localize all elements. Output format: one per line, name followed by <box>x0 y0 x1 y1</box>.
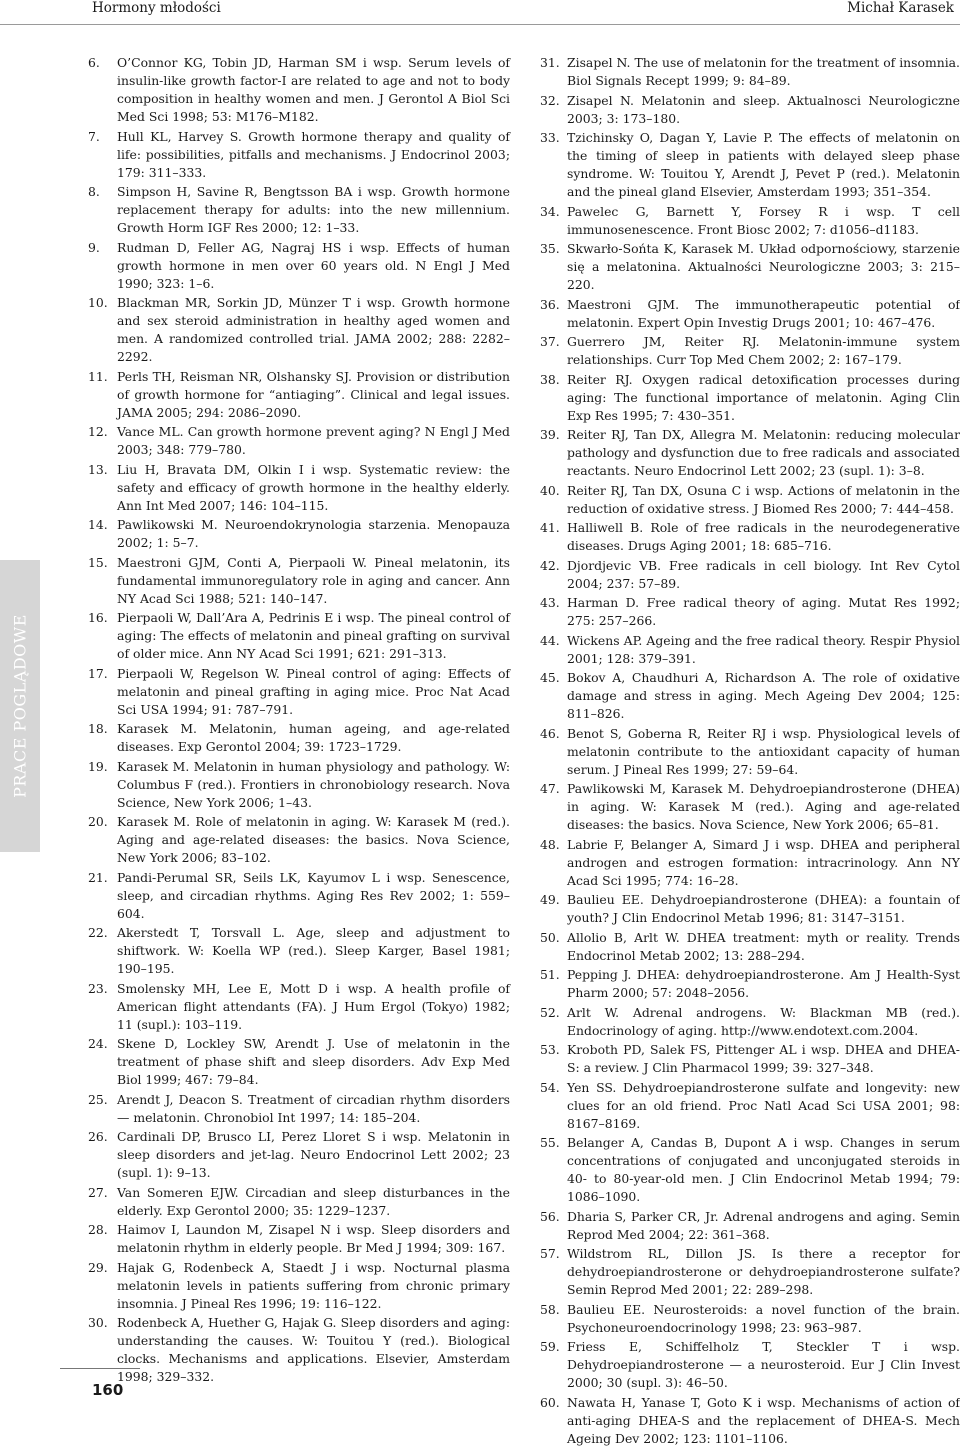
reference-number: 12. <box>88 424 108 439</box>
reference-number: 41. <box>540 520 560 535</box>
reference-item <box>88 516 510 552</box>
reference-number: 44. <box>540 632 560 648</box>
reference-item <box>540 203 960 239</box>
reference-number: 58. <box>540 1301 560 1317</box>
reference-number: 60. <box>540 1394 560 1410</box>
reference-item <box>540 1004 960 1040</box>
reference-text: Djordjevic VB. Free radicals in cell biology. Int Rev Cytol 2004; 237: 57–89. <box>567 557 960 591</box>
reference-number: 28. <box>88 1222 108 1237</box>
reference-text: Reiter RJ, Tan DX, Allegra M. Melatonin: reducing molecular pathology and dysfunction due to free radicals and associated reactants. Neuro Endocrinol Lett 2002; 23 (supl. 1): 3–8. <box>567 427 960 478</box>
reference-number: 11. <box>88 368 108 384</box>
footer-rule <box>60 1368 140 1369</box>
reference-item <box>540 1301 960 1337</box>
reference-text: Hull KL, Harvey S. Growth hormone therapy and quality of life: possibilities, pitfalls and mechanisms. J Endocrinol 2003; 179: 311–333. <box>117 128 510 180</box>
references-column-right <box>540 54 960 1449</box>
reference-number: 33. <box>540 130 560 145</box>
reference-text: Yen SS. Dehydroepiandrosterone sulfate and longevity: new clues for an old friend. Proc Natl Acad Sci USA 2001; 98: 8167–8169. <box>567 1079 960 1131</box>
reference-text: Nawata H, Yanase T, Goto K i wsp. Mechanisms of action of anti-aging DHEA-S and the replacement of DHEA-S. Mech Ageing Dev 2002; 123: 1101–1106. <box>567 1394 960 1446</box>
reference-text: Karasek M. Melatonin in human physiology and pathology. W: Columbus F (red.). Frontiers in chronobiology research. Nova Science, New York 2006; 1–43. <box>117 758 510 810</box>
reference-text: Harman D. Free radical theory of aging. Mutat Res 1992; 275: 257–266. <box>567 595 960 628</box>
reference-item <box>540 54 960 90</box>
reference-text: Benot S, Goberna R, Reiter RJ i wsp. Physiological levels of melatonin contribute to the antioxidant capacity of human serum. J Pineal Res 1999; 27: 59–64. <box>567 725 960 777</box>
reference-item <box>88 924 510 978</box>
reference-number: 6. <box>88 55 100 70</box>
reference-item <box>540 669 960 723</box>
reference-number: 9. <box>88 239 100 255</box>
reference-item <box>88 869 510 923</box>
reference-text: Baulieu EE. Neurosteroids: a novel function of the brain. Psychoneuroendocrinology 1998; 23: 963–987. <box>567 1301 960 1335</box>
reference-text: Zisapel N. Melatonin and sleep. Aktualnosci Neurologiczne 2003; 3: 173–180. <box>567 92 960 126</box>
reference-number: 54. <box>540 1079 560 1095</box>
reference-text: Zisapel N. The use of melatonin for the treatment of insomnia. Biol Signals Recept 1999; 9: 84–89. <box>567 55 960 88</box>
reference-text: Reiter RJ. Oxygen radical detoxification processes during aging: The functional importance of melatonin. Aging Clin Exp Res 1995; 7: 430–351. <box>567 371 960 423</box>
reference-item <box>540 296 960 332</box>
header-author: Michał Karasek <box>847 0 954 16</box>
reference-item <box>540 891 960 927</box>
reference-item <box>540 1245 960 1299</box>
reference-item <box>88 1184 510 1220</box>
reference-number: 32. <box>540 92 560 108</box>
reference-item <box>540 966 960 1002</box>
reference-text: Wickens AP. Ageing and the free radical theory. Respir Physiol 2001; 128: 379–391. <box>567 632 960 666</box>
reference-item <box>88 183 510 237</box>
reference-number: 20. <box>88 814 108 829</box>
reference-item <box>540 1208 960 1244</box>
reference-number: 21. <box>88 869 108 885</box>
reference-text: Reiter RJ, Tan DX, Osuna C i wsp. Actions of melatonin in the reduction of oxidative stress. J Biomed Res 2000; 7: 444–458. <box>567 482 960 516</box>
reference-number: 46. <box>540 725 560 741</box>
reference-number: 23. <box>88 980 108 996</box>
reference-item <box>88 54 510 126</box>
reference-item <box>88 1128 510 1182</box>
reference-text: Skwarło-Sońta K, Karasek M. Układ odpornościowy, starzenie się a melatonina. Aktualności Neurologiczne 2003; 3: 215–220. <box>567 241 960 292</box>
reference-text: Baulieu EE. Dehydroepiandrosterone (DHEA): a fountain of youth? J Clin Endocrinol Metab 1996; 81: 3147–3151. <box>567 892 960 925</box>
reference-item <box>540 1079 960 1133</box>
reference-item <box>88 461 510 515</box>
reference-number: 10. <box>88 295 108 310</box>
reference-item <box>540 1394 960 1448</box>
reference-number: 51. <box>540 967 560 982</box>
reference-item <box>540 426 960 480</box>
reference-text: Maestroni GJM. The immunotherapeutic potential of melatonin. Expert Opin Investig Drugs 2001; 10: 467–476. <box>567 296 960 330</box>
reference-text: Labrie F, Belanger A, Simard J i wsp. DHEA and peripheral androgen and estrogen formation: intracrinology. Ann NY Acad Sci 1995; 774: 16–28. <box>567 836 960 888</box>
reference-number: 31. <box>540 55 560 70</box>
reference-item <box>540 725 960 779</box>
running-header <box>0 0 960 25</box>
reference-text: Belanger A, Candas B, Dupont A i wsp. Changes in serum concentrations of conjugated and unconjugated steroids in 40- to 80-year-old men. J Clin Endocrinol Metab 1994; 79: 1086–1090. <box>567 1135 960 1204</box>
reference-item <box>88 239 510 293</box>
reference-text: Guerrero JM, Reiter RJ. Melatonin-immune system relationships. Curr Top Med Chem 2002; 2: 167–179. <box>567 334 960 367</box>
reference-item <box>540 92 960 128</box>
reference-number: 16. <box>88 610 108 625</box>
reference-item <box>540 836 960 890</box>
reference-item <box>88 1314 510 1386</box>
reference-item <box>88 1259 510 1313</box>
reference-number: 50. <box>540 929 560 945</box>
reference-item <box>540 632 960 668</box>
reference-item <box>88 128 510 182</box>
reference-item <box>540 371 960 425</box>
reference-text: Pandi-Perumal SR, Seils LK, Kayumov L i wsp. Senescence, sleep, and circadian rhythms. Aging Res Rev 2002; 1: 559–604. <box>117 869 510 921</box>
reference-text: Wildstrom RL, Dillon JS. Is there a receptor for dehydroepiandrosterone or dehydroepiandrosterone sulfate? Semin Reprod Med 2001; 22: 289–298. <box>567 1246 960 1297</box>
reference-text: Rodenbeck A, Huether G, Hajak G. Sleep disorders and aging: understanding the causes. W: Touitou Y (red.). Biological clocks. Mechanisms and applications. Elsevier, Amsterdam 1998; 329–332. <box>117 1315 510 1384</box>
reference-number: 43. <box>540 595 560 610</box>
reference-text: Halliwell B. Role of free radicals in the neurodegenerative diseases. Drugs Aging 2001; 18: 685–716. <box>567 520 960 553</box>
reference-text: Allolio B, Arlt W. DHEA treatment: myth or reality. Trends Endocrinol Metab 2002; 13: 288–294. <box>567 929 960 963</box>
reference-text: Pawlikowski M, Karasek M. Dehydroepiandrosterone (DHEA) in aging. W: Karasek M (red.). Aging and age-related diseases: the basics. Nova Science, New York 2006; 65–81. <box>567 781 960 832</box>
reference-text: Arlt W. Adrenal androgens. W: Blackman MB (red.). Endocrinology of aging. http://www.endotext.com.2004. <box>567 1004 960 1038</box>
references-column-left <box>88 54 510 1388</box>
reference-number: 29. <box>88 1259 108 1275</box>
reference-item <box>88 665 510 719</box>
reference-text: Simpson H, Savine R, Bengtsson BA i wsp. Growth hormone replacement therapy for adults: into the new millennium. Growth Horm IGF Res 2000; 12: 1–33. <box>117 184 510 235</box>
reference-number: 15. <box>88 554 108 570</box>
reference-item <box>540 240 960 294</box>
reference-number: 55. <box>540 1135 560 1150</box>
reference-item <box>540 780 960 834</box>
reference-number: 56. <box>540 1208 560 1224</box>
reference-number: 26. <box>88 1129 108 1144</box>
reference-text: Bokov A, Chaudhuri A, Richardson A. The role of oxidative damage and stress in aging. Mech Ageing Dev 2004; 125: 811–826. <box>567 670 960 721</box>
reference-text: Dharia S, Parker CR, Jr. Adrenal androgens and aging. Semin Reprod Med 2004; 22: 361–368. <box>567 1208 960 1242</box>
reference-item <box>88 1035 510 1089</box>
reference-number: 30. <box>88 1315 108 1330</box>
reference-text: Friess E, Schiffelholz T, Steckler T i wsp. Dehydroepiandrosterone — a neurosteroid. Eur J Clin Invest 2000; 30 (supl. 3): 46–50. <box>567 1339 960 1390</box>
reference-item <box>540 1134 960 1206</box>
reference-item <box>88 1091 510 1127</box>
reference-item <box>540 557 960 593</box>
reference-number: 17. <box>88 665 108 681</box>
reference-number: 18. <box>88 721 108 736</box>
reference-text: O’Connor KG, Tobin JD, Harman SM i wsp. Serum levels of insulin-like growth factor-I are related to age and not to body composition in healthy women and men. J Gerontol A Biol Sci Med Sci 1998; 53: M176–M182. <box>117 55 510 124</box>
reference-text: Pawlikowski M. Neuroendokrynologia starzenia. Menopauza 2002; 1: 5–7. <box>117 517 510 550</box>
reference-number: 27. <box>88 1184 108 1200</box>
reference-text: Pawelec G, Barnett Y, Forsey R i wsp. T cell immunosenescence. Front Biosc 2002; 7: d1056–d1183. <box>567 203 960 237</box>
reference-number: 25. <box>88 1091 108 1107</box>
reference-item <box>88 609 510 663</box>
reference-item <box>88 720 510 756</box>
reference-item <box>540 519 960 555</box>
reference-item <box>88 368 510 422</box>
reference-number: 7. <box>88 128 100 144</box>
reference-item <box>540 1338 960 1392</box>
reference-text: Karasek M. Melatonin, human ageing, and age-related diseases. Exp Gerontol 2004; 39: 1723–1729. <box>117 721 510 754</box>
reference-text: Pepping J. DHEA: dehydroepiandrosterone. Am J Health-Syst Pharm 2000; 57: 2048–2056. <box>567 967 960 1000</box>
reference-text: Rudman D, Feller AG, Nagraj HS i wsp. Effects of human growth hormone in men over 60 years old. N Engl J Med 1990; 323: 1–6. <box>117 239 510 291</box>
reference-text: Tzichinsky O, Dagan Y, Lavie P. The effects of melatonin on the timing of sleep in patients with delayed sleep phase syndrome. W: Touitou Y, Arendt J, Pevet P (red.). Melatonin and the pineal gland Elsevier, Amsterdam 1993; 351–354. <box>567 130 960 199</box>
reference-number: 14. <box>88 517 108 532</box>
reference-text: Cardinali DP, Brusco LI, Perez Lloret S i wsp. Melatonin in sleep disorders and jet-lag. Neuro Endocrinol Lett 2002; 23 (supl. 1): 9–13. <box>117 1129 510 1180</box>
reference-text: Hajak G, Rodenbeck A, Staedt J i wsp. Nocturnal plasma melatonin levels in patients suffering from chronic primary insomnia. J Pineal Res 1996; 19: 116–122. <box>117 1259 510 1311</box>
reference-text: Kroboth PD, Salek FS, Pittenger AL i wsp. DHEA and DHEA-S: a review. J Clin Pharmacol 1999; 39: 327–348. <box>567 1042 960 1075</box>
reference-number: 45. <box>540 670 560 685</box>
reference-item <box>88 980 510 1034</box>
reference-item <box>88 294 510 366</box>
reference-item <box>88 813 510 867</box>
reference-text: Pierpaoli W, Dall’Ara A, Pedrinis E i wsp. The pineal control of aging: The effects of melatonin and pineal grafting on survival of older mice. Ann NY Acad Sci 1991; 621: 291–313. <box>117 610 510 661</box>
reference-text: Vance ML. Can growth hormone prevent aging? N Engl J Med 2003; 348: 779–780. <box>117 424 510 457</box>
reference-text: Perls TH, Reisman NR, Olshansky SJ. Provision or distribution of growth hormone for “antiaging”. Clinical and legal issues. JAMA 2005; 294: 2086–2090. <box>117 368 510 420</box>
reference-number: 22. <box>88 925 108 940</box>
reference-item <box>540 333 960 369</box>
section-tab <box>0 560 40 852</box>
reference-text: Liu H, Bravata DM, Olkin I i wsp. Systematic review: the safety and efficacy of growth hormone in the healthy elderly. Ann Int Med 2007; 146: 104–115. <box>117 461 510 513</box>
page-number: 160 <box>92 1381 124 1399</box>
reference-text: Van Someren EJW. Circadian and sleep disturbances in the elderly. Exp Gerontol 2000; 35: 1229–1237. <box>117 1184 510 1218</box>
reference-number: 49. <box>540 892 560 907</box>
reference-number: 8. <box>88 184 100 199</box>
reference-text: Skene D, Lockley SW, Arendt J. Use of melatonin in the treatment of phase shift and sleep disorders. Adv Exp Med Biol 1999; 467: 79–84. <box>117 1036 510 1087</box>
reference-text: Maestroni GJM, Conti A, Pierpaoli W. Pineal melatonin, its fundamental immunoregulatory role in aging and cancer. Ann NY Acad Sci 1988; 521: 140–147. <box>117 554 510 606</box>
reference-number: 34. <box>540 203 560 219</box>
reference-item <box>88 423 510 459</box>
reference-number: 40. <box>540 482 560 498</box>
reference-number: 42. <box>540 557 560 573</box>
reference-text: Akerstedt T, Torsvall L. Age, sleep and adjustment to shiftwork. W: Koella WP (red.). Sleep Karger, Basel 1981; 190–195. <box>117 925 510 976</box>
reference-item <box>540 482 960 518</box>
reference-number: 57. <box>540 1246 560 1261</box>
reference-number: 24. <box>88 1036 108 1051</box>
reference-number: 52. <box>540 1004 560 1020</box>
reference-item <box>540 129 960 201</box>
reference-number: 39. <box>540 427 560 442</box>
reference-item <box>88 758 510 812</box>
section-tab-label: PRACE POGLĄDOWE <box>10 614 30 798</box>
reference-number: 37. <box>540 334 560 349</box>
reference-number: 59. <box>540 1339 560 1354</box>
reference-text: Blackman MR, Sorkin JD, Münzer T i wsp. Growth hormone and sex steroid administration in healthy aged women and men. A randomized controlled trial. JAMA 2002; 288: 2282–2292. <box>117 295 510 364</box>
reference-item <box>540 1041 960 1077</box>
reference-item <box>88 1221 510 1257</box>
reference-text: Smolensky MH, Lee E, Mott D i wsp. A health profile of American flight attendants (FA). J Hum Ergol (Tokyo) 1982; 11 (supl.): 103–119. <box>117 980 510 1032</box>
reference-number: 47. <box>540 781 560 796</box>
reference-number: 35. <box>540 241 560 256</box>
reference-number: 36. <box>540 296 560 312</box>
header-title: Hormony młodości <box>92 0 221 16</box>
reference-text: Pierpaoli W, Regelson W. Pineal control of aging: Effects of melatonin and pineal grafting in aging mice. Proc Nat Acad Sci USA 1994; 91: 787–791. <box>117 665 510 717</box>
reference-number: 19. <box>88 758 108 774</box>
reference-number: 13. <box>88 461 108 477</box>
reference-text: Karasek M. Role of melatonin in aging. W: Karasek M (red.). Aging and age-related diseases: the basics. Nova Science, New York 2006; 83–102. <box>117 814 510 865</box>
reference-item <box>540 929 960 965</box>
reference-item <box>88 554 510 608</box>
reference-number: 48. <box>540 836 560 852</box>
reference-item <box>540 594 960 630</box>
reference-number: 53. <box>540 1042 560 1057</box>
reference-number: 38. <box>540 371 560 387</box>
reference-text: Haimov I, Laundon M, Zisapel N i wsp. Sleep disorders and melatonin rhythm in elderly people. Br Med J 1994; 309: 167. <box>117 1222 510 1255</box>
reference-text: Arendt J, Deacon S. Treatment of circadian rhythm disorders — melatonin. Chronobiol Int 1997; 14: 185–204. <box>117 1091 510 1125</box>
